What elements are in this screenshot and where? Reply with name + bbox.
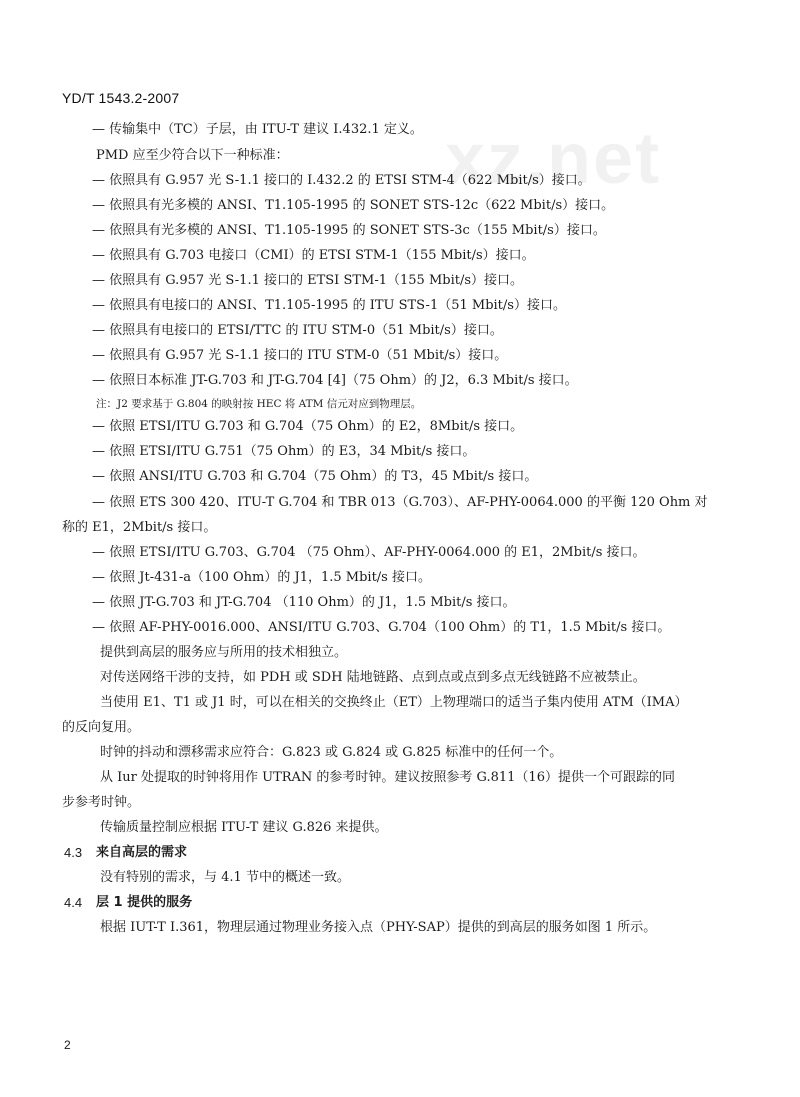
text-line: — 依照 ANSI/ITU G.703 和 G.704（75 Ohm）的 T3，45 Mbit/s 接口。 (92, 469, 538, 484)
text-line: 称的 E1，2Mbit/s 接口。 (62, 520, 217, 535)
text-line: 的反向复用。 (62, 720, 141, 735)
text-line: — 传输集中（TC）子层，由 ITU-T 建议 I.432.1 定义。 (92, 122, 423, 137)
text-line: — 依照具有 G.957 光 S-1.1 接口的 I.432.2 的 ETSI STM-4（622 Mbit/s）接口。 (92, 173, 591, 188)
text-line: — 依照 ETS 300 420、ITU-T G.704 和 TBR 013（G.703）、AF-PHY-0064.000 的平衡 120 Ohm 对 (92, 495, 708, 510)
text-line: — 依照具有 G.957 光 S-1.1 接口的 ITU STM-0（51 Mbit/s）接口。 (92, 348, 508, 363)
section-number: 4.4 (64, 895, 83, 910)
text-line: — 依照具有电接口的 ANSI、T1.105-1995 的 ITU STS-1（51 Mbit/s）接口。 (92, 298, 566, 313)
text-line: — 依照具有光多模的 ANSI、T1.105-1995 的 SONET STS-12c（622 Mbit/s）接口。 (92, 198, 615, 213)
text-line: 传输质量控制应根据 ITU-T 建议 G.826 来提供。 (100, 820, 388, 835)
text-line: — 依照 AF-PHY-0016.000、ANSI/ITU G.703、G.704（100 Ohm）的 T1，1.5 Mbit/s 接口。 (92, 620, 671, 635)
text-line: 从 Iur 处提取的时钟将用作 UTRAN 的参考时钟。建议按照参考 G.811（16）提供一个可跟踪的同 (100, 770, 675, 785)
text-line: 步参考时钟。 (62, 795, 141, 810)
text-line: — 依照 JT-G.703 和 JT-G.704 （110 Ohm）的 J1，1.5 Mbit/s 接口。 (92, 595, 516, 610)
text-line: — 依照具有电接口的 ETSI/TTC 的 ITU STM-0（51 Mbit/s）接口。 (92, 323, 503, 338)
text-line: — 依照 Jt-431-a（100 Ohm）的 J1，1.5 Mbit/s 接口。 (92, 570, 431, 585)
section-title: 层 1 提供的服务 (96, 895, 193, 910)
section-title: 来自高层的需求 (96, 845, 188, 860)
text-line: — 依照具有 G.703 电接口（CMI）的 ETSI STM-1（155 Mbit/s）接口。 (92, 248, 535, 263)
text-line: — 依照具有光多模的 ANSI、T1.105-1995 的 SONET STS-3c（155 Mbit/s）接口。 (92, 223, 606, 238)
text-line: 对传送网络干涉的支持，如 PDH 或 SDH 陆地链路、点到点或点到多点无线链路不应被禁止。 (100, 670, 646, 685)
watermark: xz.net (445, 119, 662, 199)
page-number: 2 (64, 1038, 71, 1052)
text-line: — 依照 ETSI/ITU G.751（75 Ohm）的 E3，34 Mbit/s 接口。 (92, 444, 476, 459)
note-line: 注：J2 要求基于 G.804 的映射按 HEC 将 ATM 信元对应到物理层。 (96, 398, 422, 410)
text-line: — 依照 ETSI/ITU G.703 和 G.704（75 Ohm）的 E2，8Mbit/s 接口。 (92, 419, 524, 434)
text-line: — 依照日本标准 JT-G.703 和 JT-G.704 [4]（75 Ohm）的 J2，6.3 Mbit/s 接口。 (92, 373, 578, 388)
text-line: — 依照具有 G.957 光 S-1.1 接口的 ETSI STM-1（155 Mbit/s）接口。 (92, 273, 524, 288)
section-number: 4.3 (64, 845, 83, 860)
section-body: 根据 IUT-T I.361，物理层通过物理业务接入点（PHY-SAP）提供的到高层的服务如图 1 所示。 (100, 920, 657, 935)
text-line: 提供到高层的服务应与所用的技术相独立。 (100, 645, 348, 660)
doc-code-header: YD/T 1543.2-2007 (62, 90, 180, 106)
section-body: 没有特别的需求，与 4.1 节中的概述一致。 (100, 870, 350, 885)
text-line: 当使用 E1、T1 或 J1 时，可以在相关的交换终止（ET）上物理端口的适当子集内使用 ATM（IMA） (100, 695, 688, 710)
text-line: PMD 应至少符合以下一种标准： (96, 148, 289, 163)
text-line: — 依照 ETSI/ITU G.703、G.704 （75 Ohm）、AF-PHY-0064.000 的 E1，2Mbit/s 接口。 (92, 545, 646, 560)
text-line: 时钟的抖动和漂移需求应符合：G.823 或 G.824 或 G.825 标准中的任何一个。 (100, 745, 563, 760)
